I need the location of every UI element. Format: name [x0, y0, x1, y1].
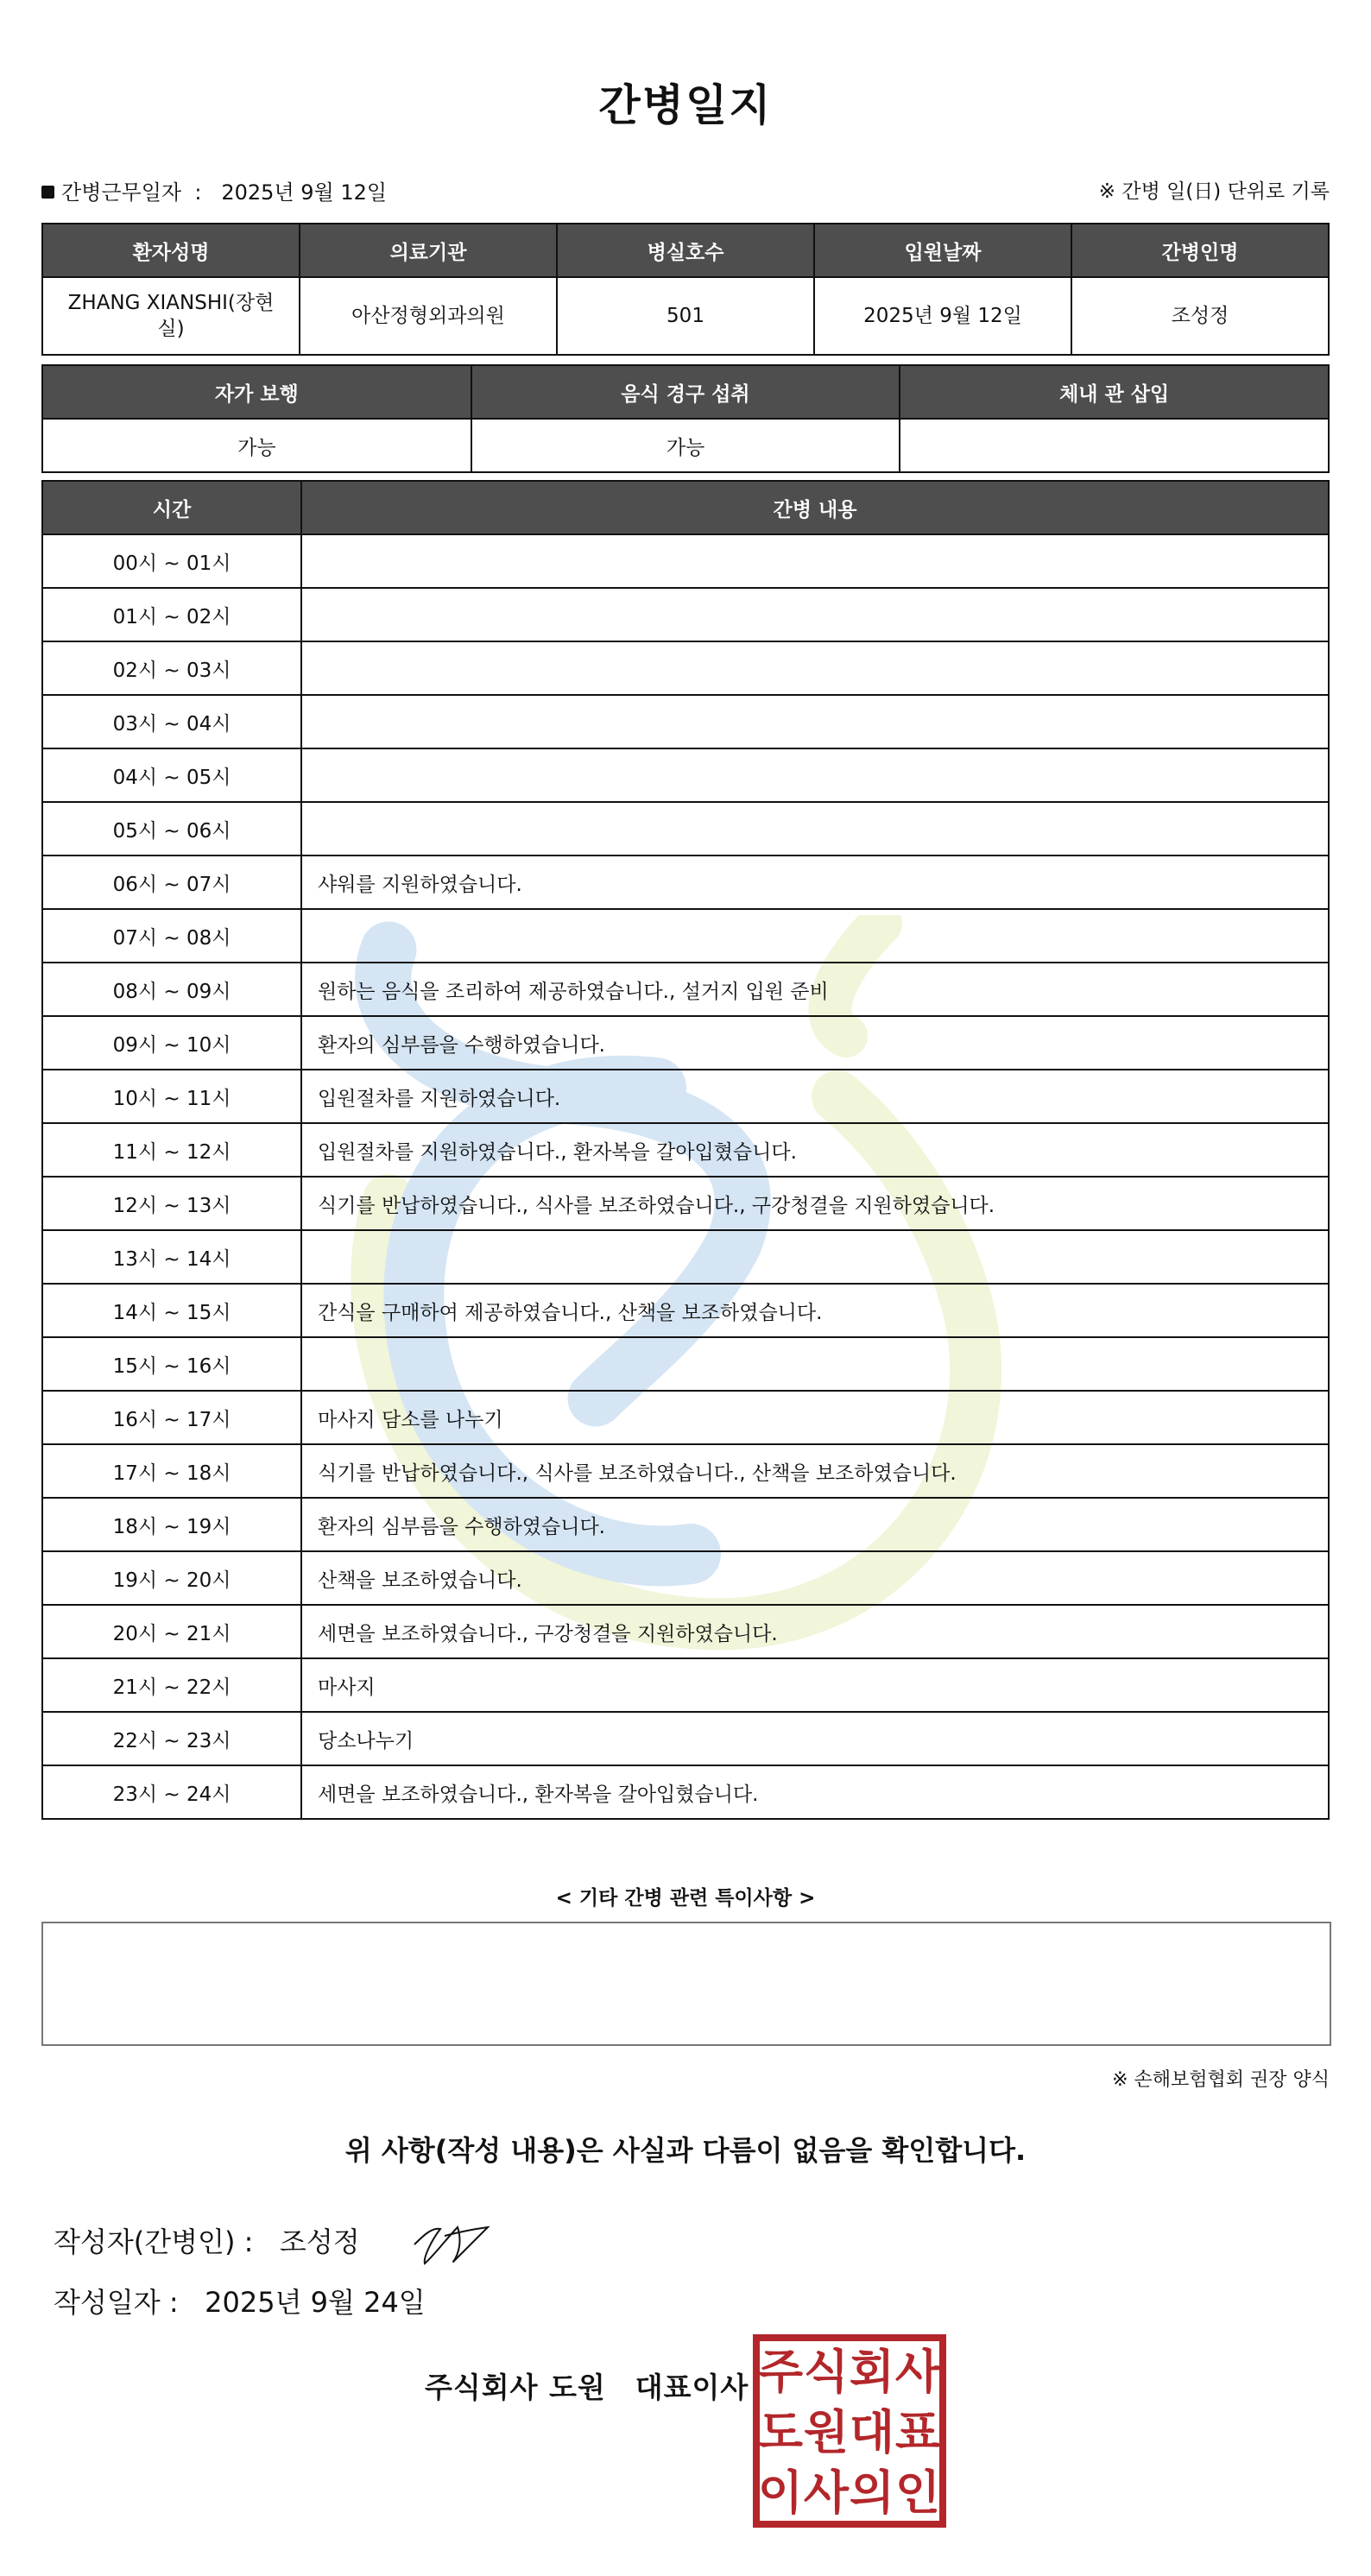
header-tube-insertion: 체내 관 삽입 [900, 365, 1329, 419]
log-time: 04시 ~ 05시 [42, 748, 301, 802]
work-date-line [41, 175, 387, 205]
log-row [42, 1230, 1329, 1284]
work-date-sep: : [194, 180, 202, 205]
patient-name: ZHANG XIANSHI(장현실) [42, 277, 300, 355]
log-time: 10시 ~ 11시 [42, 1070, 301, 1123]
header-caregiver: 간병인명 [1071, 224, 1329, 277]
writer-label: 작성자(간병인) : [54, 2226, 254, 2258]
association-note: ※ 손해보험협회 권장 양식 [1112, 2069, 1330, 2091]
room-number: 501 [557, 277, 814, 355]
seal-character: 인 [894, 2466, 941, 2520]
log-time: 00시 ~ 01시 [42, 534, 301, 588]
tube-insertion-value [900, 419, 1329, 472]
log-content [301, 802, 1329, 856]
seal-character: 원 [803, 2405, 850, 2459]
log-content: 환자의 심부름을 수행하였습니다. [301, 1498, 1329, 1551]
log-row [42, 1284, 1329, 1337]
log-time: 22시 ~ 23시 [42, 1712, 301, 1765]
unit-note: ※ 간병 일(日) 단위로 기록 [1098, 180, 1330, 203]
written-date-label: 작성일자 : [54, 2286, 179, 2319]
log-time: 21시 ~ 22시 [42, 1658, 301, 1712]
log-row [42, 1016, 1329, 1070]
log-content: 세면을 보조하였습니다., 환자복을 갈아입혔습니다. [301, 1765, 1329, 1819]
log-time: 11시 ~ 12시 [42, 1123, 301, 1177]
log-time: 03시 ~ 04시 [42, 695, 301, 748]
log-content [301, 588, 1329, 641]
log-row [42, 1498, 1329, 1551]
log-content: 산책을 보조하였습니다. [301, 1551, 1329, 1605]
log-time: 20시 ~ 21시 [42, 1605, 301, 1658]
log-time: 08시 ~ 09시 [42, 963, 301, 1016]
written-date-value: 2025년 9월 24일 [205, 2286, 426, 2319]
log-content: 세면을 보조하였습니다., 구강청결을 지원하였습니다. [301, 1605, 1329, 1658]
signature-image [406, 2210, 492, 2270]
log-content [301, 1230, 1329, 1284]
log-content: 입원절차를 지원하였습니다. [301, 1070, 1329, 1123]
written-date-line [54, 2281, 426, 2320]
log-time: 15시 ~ 16시 [42, 1337, 301, 1391]
log-content: 당소나누기 [301, 1712, 1329, 1765]
log-time: 09시 ~ 10시 [42, 1016, 301, 1070]
log-row [42, 909, 1329, 963]
log-time: 17시 ~ 18시 [42, 1444, 301, 1498]
log-row [42, 963, 1329, 1016]
header-self-walking: 자가 보행 [42, 365, 471, 419]
log-time: 01시 ~ 02시 [42, 588, 301, 641]
log-time: 06시 ~ 07시 [42, 856, 301, 909]
log-row [42, 641, 1329, 695]
log-content [301, 641, 1329, 695]
log-time: 18시 ~ 19시 [42, 1498, 301, 1551]
writer-name: 조성정 [279, 2226, 360, 2258]
log-row [42, 534, 1329, 588]
log-content: 간식을 구매하여 제공하였습니다., 산책을 보조하였습니다. [301, 1284, 1329, 1337]
log-row [42, 1391, 1329, 1444]
log-content: 식기를 반납하였습니다., 식사를 보조하였습니다., 산책을 보조하였습니다. [301, 1444, 1329, 1498]
header-admission-date: 입원날짜 [814, 224, 1071, 277]
log-row [42, 588, 1329, 641]
log-row [42, 1177, 1329, 1230]
log-time: 19시 ~ 20시 [42, 1551, 301, 1605]
log-row [42, 1765, 1329, 1819]
log-row [42, 802, 1329, 856]
log-content: 입원절차를 지원하였습니다., 환자복을 갈아입혔습니다. [301, 1123, 1329, 1177]
log-content [301, 909, 1329, 963]
log-content [301, 534, 1329, 588]
header-time: 시간 [42, 481, 301, 534]
company-representative: 주식회사 도원 대표이사 [425, 2371, 749, 2404]
special-notes-box [41, 1922, 1331, 2046]
self-walking-value: 가능 [42, 419, 471, 472]
patient-info-table [41, 223, 1330, 356]
log-row [42, 1337, 1329, 1391]
log-time: 23시 ~ 24시 [42, 1765, 301, 1819]
header-care-content: 간병 내용 [301, 481, 1329, 534]
seal-character: 식 [803, 2345, 850, 2399]
special-notes-title: < 기타 간병 관련 특이사항 > [555, 1887, 816, 1910]
log-content: 마사지 담소를 나누기 [301, 1391, 1329, 1444]
care-log-table [41, 480, 1330, 1820]
log-time: 16시 ~ 17시 [42, 1391, 301, 1444]
log-row [42, 748, 1329, 802]
log-time: 05시 ~ 06시 [42, 802, 301, 856]
log-row [42, 695, 1329, 748]
seal-character: 표 [894, 2405, 941, 2459]
institution: 아산정형외과의원 [300, 277, 557, 355]
log-content [301, 1337, 1329, 1391]
log-row [42, 1551, 1329, 1605]
log-row [42, 1605, 1329, 1658]
log-row [42, 1658, 1329, 1712]
header-room: 병실호수 [557, 224, 814, 277]
caregiver-name: 조성정 [1071, 277, 1329, 355]
log-content: 원하는 음식을 조리하여 제공하였습니다., 설거지 입원 준비 [301, 963, 1329, 1016]
header-oral-intake: 음식 경구 섭취 [471, 365, 900, 419]
header-institution: 의료기관 [300, 224, 557, 277]
log-row [42, 1712, 1329, 1765]
seal-character: 주 [757, 2345, 804, 2399]
confirmation-statement: 위 사항(작성 내용)은 사실과 다름이 없음을 확인합니다. [344, 2134, 1027, 2167]
document-title: 간병일지 [598, 80, 773, 130]
log-content [301, 748, 1329, 802]
seal-character: 사 [803, 2466, 850, 2520]
log-row [42, 1123, 1329, 1177]
log-row [42, 1444, 1329, 1498]
log-row [42, 1070, 1329, 1123]
company-seal-stamp [753, 2334, 946, 2528]
header-patient-name: 환자성명 [42, 224, 300, 277]
writer-line [54, 2220, 360, 2260]
log-row [42, 856, 1329, 909]
seal-character: 이 [757, 2466, 804, 2520]
seal-character: 회 [849, 2345, 895, 2399]
log-time: 12시 ~ 13시 [42, 1177, 301, 1230]
seal-character: 의 [849, 2466, 895, 2520]
bullet-square-icon [41, 186, 54, 199]
admission-date: 2025년 9월 12일 [814, 277, 1071, 355]
log-content: 마사지 [301, 1658, 1329, 1712]
log-content: 환자의 심부름을 수행하였습니다. [301, 1016, 1329, 1070]
seal-character: 사 [894, 2345, 941, 2399]
work-date-label: 간병근무일자 [61, 180, 182, 205]
oral-intake-value: 가능 [471, 419, 900, 472]
log-time: 02시 ~ 03시 [42, 641, 301, 695]
work-date-value: 2025년 9월 12일 [221, 180, 388, 205]
seal-character: 대 [849, 2405, 895, 2459]
log-time: 07시 ~ 08시 [42, 909, 301, 963]
log-time: 14시 ~ 15시 [42, 1284, 301, 1337]
log-content: 식기를 반납하였습니다., 식사를 보조하였습니다., 구강청결을 지원하였습니다. [301, 1177, 1329, 1230]
seal-character: 도 [757, 2405, 804, 2459]
log-content [301, 695, 1329, 748]
patient-status-table [41, 364, 1330, 473]
log-time: 13시 ~ 14시 [42, 1230, 301, 1284]
log-content: 샤워를 지원하였습니다. [301, 856, 1329, 909]
